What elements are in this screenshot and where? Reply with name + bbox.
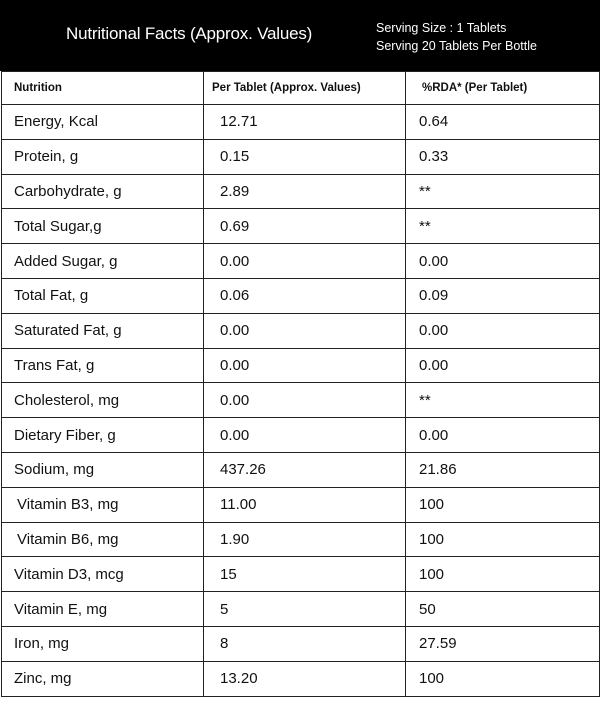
per-tablet-value: 11.00 bbox=[204, 487, 406, 522]
table-row bbox=[2, 383, 600, 418]
rda-value: 100 bbox=[406, 661, 600, 696]
per-tablet-value: 13.20 bbox=[204, 661, 406, 696]
nutrient-name: Zinc, mg bbox=[2, 661, 204, 696]
per-tablet-value: 0.00 bbox=[204, 383, 406, 418]
nutrition-table bbox=[1, 71, 600, 697]
per-tablet-value: 5 bbox=[204, 592, 406, 627]
rda-value: 21.86 bbox=[406, 452, 600, 487]
rda-value: 0.00 bbox=[406, 244, 600, 279]
nutrient-name: Vitamin B6, mg bbox=[2, 522, 204, 557]
nutrient-name: Energy, Kcal bbox=[2, 105, 204, 140]
nutrient-name: Trans Fat, g bbox=[2, 348, 204, 383]
per-tablet-value: 0.06 bbox=[204, 278, 406, 313]
rda-value: 50 bbox=[406, 592, 600, 627]
column-header-rda: %RDA* (Per Tablet) bbox=[406, 72, 600, 105]
per-tablet-value: 8 bbox=[204, 626, 406, 661]
nutrient-name: Total Sugar,g bbox=[2, 209, 204, 244]
table-row bbox=[2, 452, 600, 487]
nutrient-name: Vitamin B3, mg bbox=[2, 487, 204, 522]
nutrient-name: Iron, mg bbox=[2, 626, 204, 661]
table-row bbox=[2, 139, 600, 174]
facts-title: Nutritional Facts (Approx. Values) bbox=[66, 24, 313, 43]
table-row bbox=[2, 174, 600, 209]
table-row bbox=[2, 487, 600, 522]
table-row bbox=[2, 592, 600, 627]
rda-value: 100 bbox=[406, 557, 600, 592]
table-row bbox=[2, 557, 600, 592]
facts-header bbox=[0, 0, 600, 71]
nutrient-name: Sodium, mg bbox=[2, 452, 204, 487]
rda-value: 0.00 bbox=[406, 313, 600, 348]
rda-value: 0.33 bbox=[406, 139, 600, 174]
rda-value: 100 bbox=[406, 522, 600, 557]
per-tablet-value: 0.15 bbox=[204, 139, 406, 174]
table-row bbox=[2, 105, 600, 140]
rda-value: 0.00 bbox=[406, 418, 600, 453]
serving-size: Serving Size : 1 Tablets bbox=[376, 21, 507, 35]
rda-value: 100 bbox=[406, 487, 600, 522]
rda-value: 27.59 bbox=[406, 626, 600, 661]
per-tablet-value: 2.89 bbox=[204, 174, 406, 209]
nutrient-name: Protein, g bbox=[2, 139, 204, 174]
per-tablet-value: 12.71 bbox=[204, 105, 406, 140]
table-row bbox=[2, 522, 600, 557]
nutrient-name: Vitamin D3, mcg bbox=[2, 557, 204, 592]
table-row bbox=[2, 244, 600, 279]
column-header-nutrition: Nutrition bbox=[2, 72, 204, 105]
table-row bbox=[2, 626, 600, 661]
table-row bbox=[2, 209, 600, 244]
table-header-row bbox=[2, 72, 600, 105]
rda-value: ** bbox=[406, 174, 600, 209]
table-row bbox=[2, 313, 600, 348]
table-body bbox=[2, 105, 600, 697]
per-tablet-value: 0.00 bbox=[204, 418, 406, 453]
column-header-per-tablet: Per Tablet (Approx. Values) bbox=[204, 72, 406, 105]
table-row bbox=[2, 348, 600, 383]
nutrient-name: Dietary Fiber, g bbox=[2, 418, 204, 453]
per-tablet-value: 0.00 bbox=[204, 244, 406, 279]
nutrient-name: Vitamin E, mg bbox=[2, 592, 204, 627]
nutrient-name: Saturated Fat, g bbox=[2, 313, 204, 348]
table-row bbox=[2, 418, 600, 453]
rda-value: 0.00 bbox=[406, 348, 600, 383]
nutrient-name: Carbohydrate, g bbox=[2, 174, 204, 209]
per-tablet-value: 0.00 bbox=[204, 313, 406, 348]
nutrient-name: Cholesterol, mg bbox=[2, 383, 204, 418]
nutrient-name: Total Fat, g bbox=[2, 278, 204, 313]
per-tablet-value: 1.90 bbox=[204, 522, 406, 557]
table-row bbox=[2, 661, 600, 696]
per-tablet-value: 0.69 bbox=[204, 209, 406, 244]
per-tablet-value: 0.00 bbox=[204, 348, 406, 383]
table-row bbox=[2, 278, 600, 313]
serving-info bbox=[376, 19, 537, 55]
per-tablet-value: 15 bbox=[204, 557, 406, 592]
rda-value: ** bbox=[406, 383, 600, 418]
nutrient-name: Added Sugar, g bbox=[2, 244, 204, 279]
rda-value: 0.64 bbox=[406, 105, 600, 140]
rda-value: ** bbox=[406, 209, 600, 244]
rda-value: 0.09 bbox=[406, 278, 600, 313]
per-tablet-value: 437.26 bbox=[204, 452, 406, 487]
servings-per-bottle: Serving 20 Tablets Per Bottle bbox=[376, 39, 537, 53]
